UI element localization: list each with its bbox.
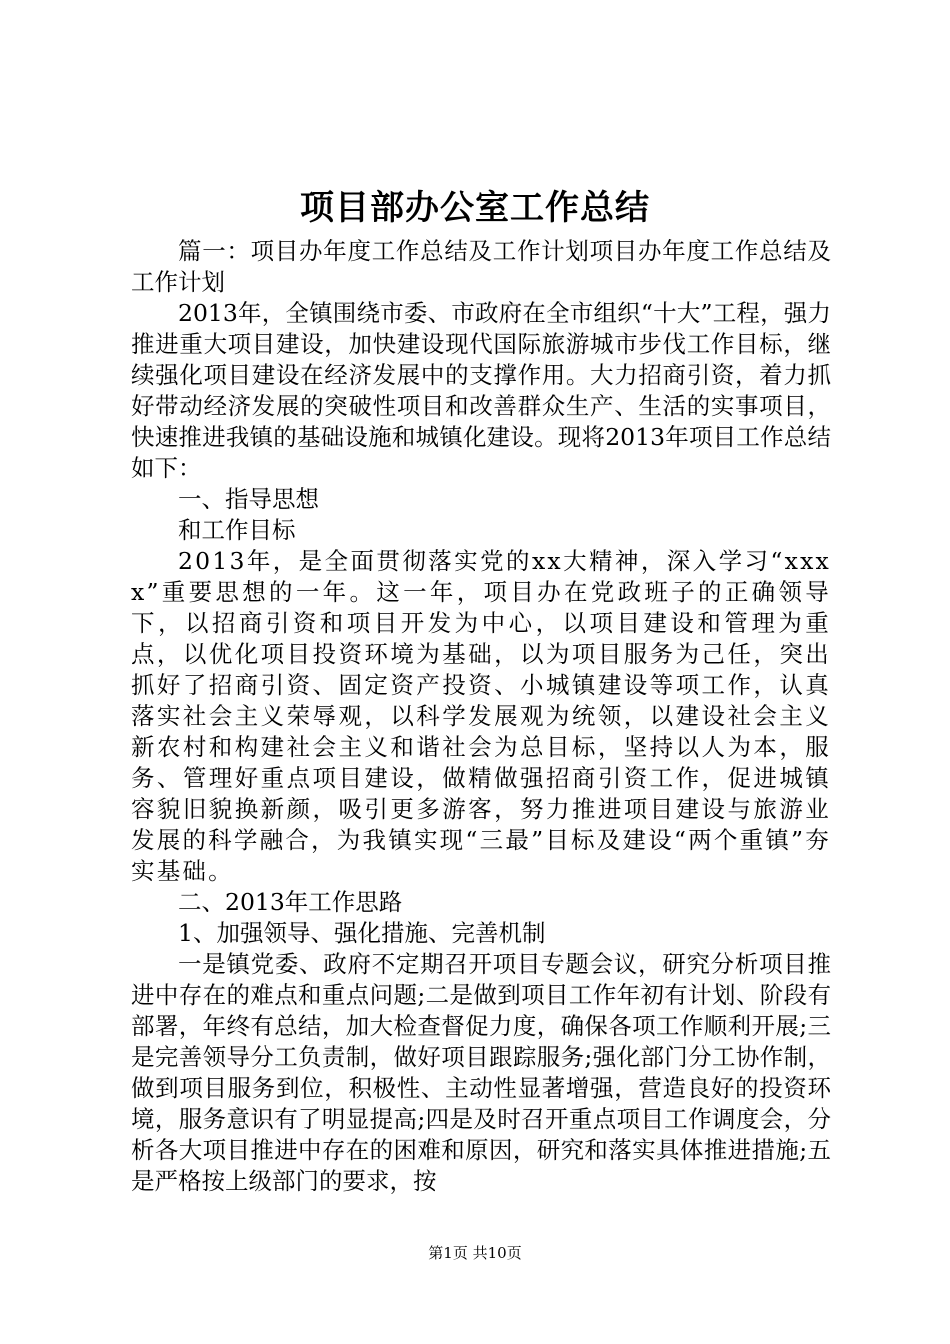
document-body [131,236,831,1197]
subsection-heading-1: 1、加强领导、强化措施、完善机制 [178,919,546,947]
section-heading-1b: 和工作目标 [178,516,296,544]
paragraph-2: 2013年，全镇围绕市委、市政府在全市组织“十大”工程，强力推进重大项目建设，加快建设现代国际旅游城市步伐工作目标，继续强化项目建设在经济发展中的支撑作用。大力招商引资，着力抓好带动经济发展的突破性项目和改善群众生产、生活的实事项目，快速推进我镇的基础设施和城镇化建设。现将2013年项目工作总结如下： [131,299,831,482]
paragraph-3: 2013年，是全面贯彻落实党的xx大精神，深入学习“xxxx”重要思想的一年。这一年，项目办在党政班子的正确领导下，以招商引资和项目开发为中心，以项目建设和管理为重点，以优化项目投资环境为基础，以为项目服务为己任，突出抓好了招商引资、固定资产投资、小城镇建设等项工作，认真落实社会主义荣辱观，以科学发展观为统领，以建设社会主义新农村和构建社会主义和谐社会为总目标，坚持以人为本，服务、管理好重点项目建设，做精做强招商引资工作，促进城镇容貌旧貌换新颜，吸引更多游客，努力推进项目建设与旅游业发展的科学融合，为我镇实现“三最”目标及建设“两个重镇”夯实基础。 [131,547,831,885]
section-heading-2: 二、2013年工作思路 [178,888,403,916]
section-heading-1a: 一、指导思想 [178,485,319,513]
document-title: 项目部办公室工作总结 [300,188,650,228]
page-footer: 第1页 共10页 [428,1244,522,1262]
paragraph-4: 一是镇党委、政府不定期召开项目专题会议，研究分析项目推进中存在的难点和重点问题;二是做到项目工作年初有计划、阶段有部署，年终有总结，加大检查督促力度，确保各项工作顺利开展;三是完善领导分工负责制，做好项目跟踪服务;强化部门分工协作制，做到项目服务到位，积极性、主动性显著增强，营造良好的投资环境，服务意识有了明显提高;四是及时召开重点项目工作调度会，分析各大项目推进中存在的困难和原因，研究和落实具体推进措施;五是严格按上级部门的要求，按 [131,950,831,1195]
paragraph-1: 篇一：项目办年度工作总结及工作计划项目办年度工作总结及工作计划 [131,237,831,296]
